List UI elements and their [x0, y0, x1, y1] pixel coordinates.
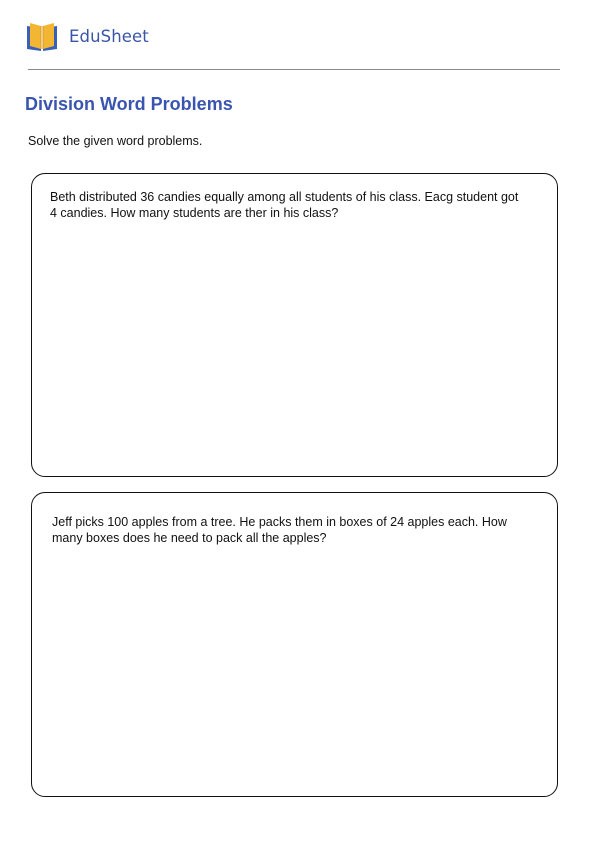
problem-text-1: Beth distributed 36 candies equally among all students of his class. Eacg student got 4 candies. How many students are ther in his class?: [50, 190, 519, 220]
open-book-icon: [26, 21, 58, 51]
problem-box-1: [31, 173, 558, 477]
problem-box-2: [31, 492, 558, 797]
worksheet-title: Division Word Problems: [25, 94, 233, 114]
header: [26, 20, 149, 52]
problem-text-2: Jeff picks 100 apples from a tree. He packs them in boxes of 24 apples each. How many boxes does he need to pack all the apples?: [52, 515, 507, 545]
header-divider: [28, 69, 560, 70]
brand-name: EduSheet: [69, 26, 149, 46]
worksheet-instructions: Solve the given word problems.: [28, 134, 203, 148]
